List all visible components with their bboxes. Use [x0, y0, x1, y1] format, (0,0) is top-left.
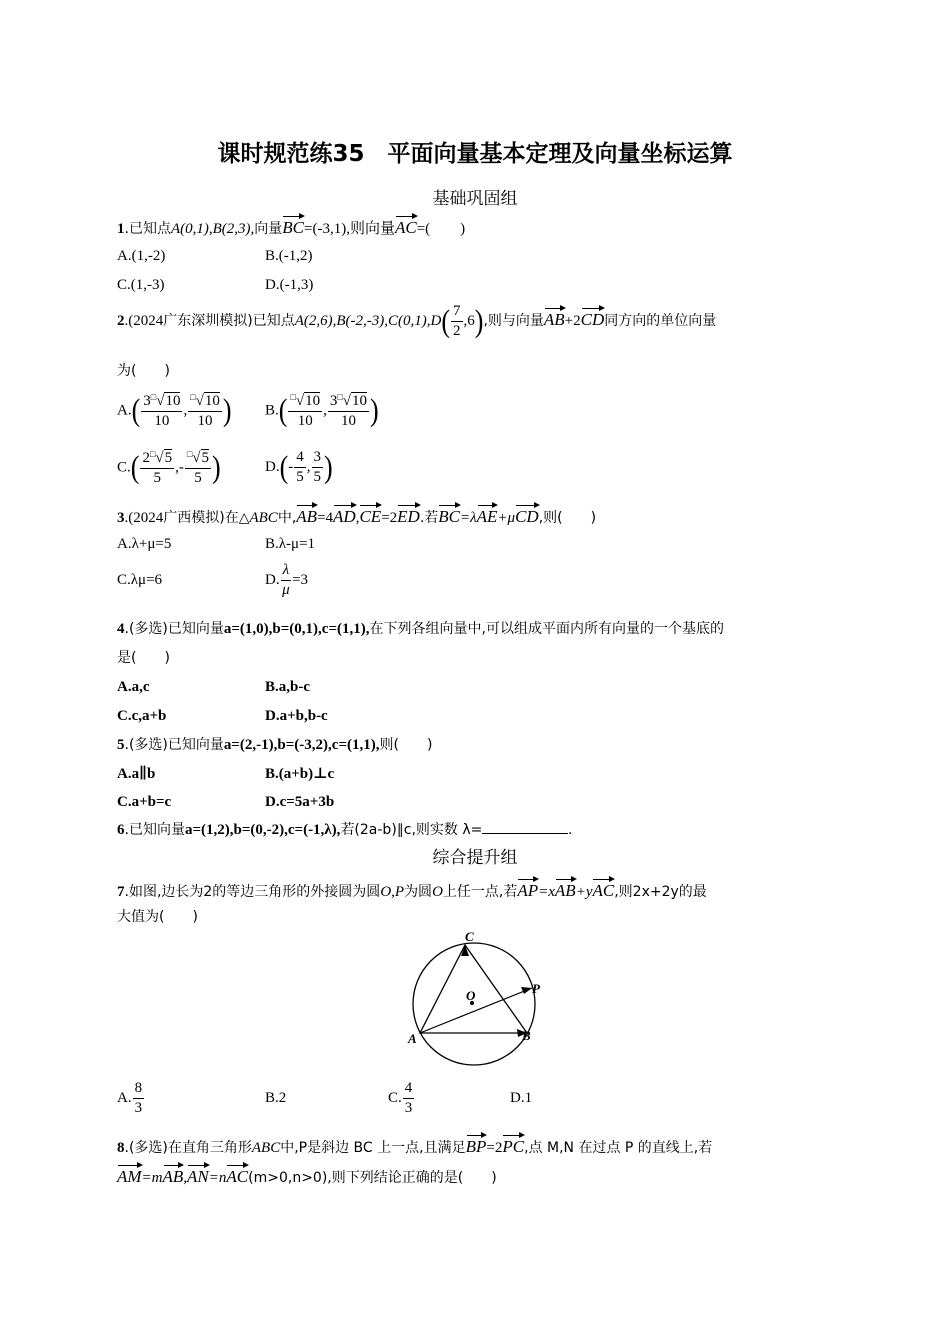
option-b	[265, 393, 379, 429]
vector-symbol: ED	[397, 502, 420, 525]
radicand: 5	[164, 450, 173, 466]
left-paren: (	[278, 393, 288, 428]
missing-glyph: □	[337, 392, 343, 402]
denominator: 10	[340, 413, 356, 429]
right-paren: )	[212, 450, 221, 485]
option-a: A.a,c	[117, 679, 150, 695]
math-expression: +μ	[497, 510, 516, 526]
option-a	[117, 1081, 145, 1116]
sqrt-sign: √	[156, 393, 165, 409]
question-text: =( )	[416, 221, 466, 237]
math-expression: ABC	[249, 510, 278, 526]
option-c	[117, 450, 221, 486]
label-c: C	[465, 929, 474, 944]
math-expression: =2	[381, 510, 398, 526]
vector-symbol: CD	[515, 502, 539, 525]
question-text: .(多选)已知向量	[124, 737, 224, 753]
question-number: 7	[117, 884, 125, 900]
missing-glyph: □	[186, 449, 193, 459]
fraction	[185, 450, 211, 486]
math-expression: ,6	[463, 312, 475, 329]
math-expression: =λ	[460, 510, 477, 526]
option-label: D.	[265, 572, 280, 588]
left-paren: (	[130, 450, 140, 485]
vector-symbol: AN	[187, 1162, 209, 1185]
question-6	[117, 823, 572, 838]
vector-symbol: AC	[395, 213, 417, 236]
numerator: 3	[329, 393, 338, 409]
question-source: 广西模拟	[163, 510, 220, 526]
option-b: B.a,b-c	[265, 679, 310, 695]
numerator: 3	[143, 393, 151, 409]
page-title: 课时规范练35 平面向量基本定理及向量坐标运算	[217, 141, 733, 167]
question-2-line-2: 为( )	[117, 363, 170, 379]
vector-symbol: AE	[477, 502, 498, 525]
vector-symbol: BC	[282, 213, 304, 236]
question-2	[117, 304, 716, 339]
vector-symbol: AB	[163, 1162, 184, 1185]
vector-symbol: AC	[592, 876, 614, 899]
math-expression: +2	[564, 312, 581, 329]
denominator: μ	[282, 582, 290, 598]
separator: ,	[183, 1170, 188, 1186]
missing-glyph: □	[190, 392, 196, 402]
question-text: (m>0,n>0),则下列结论正确的是( )	[248, 1170, 497, 1186]
question-text: 中,	[277, 510, 297, 526]
question-text: 为圆	[404, 884, 433, 900]
question-7	[117, 876, 707, 900]
question-text: ,则2x+2y的最	[614, 884, 707, 900]
option-c: C.(1,-3)	[117, 277, 165, 293]
question-8-line-2	[117, 1162, 497, 1186]
numerator: 3	[312, 450, 324, 468]
denominator: 2	[453, 323, 461, 339]
question-number: 1	[117, 221, 125, 237]
missing-glyph: □	[150, 392, 157, 402]
vector-symbol: AP	[517, 876, 538, 899]
sqrt-sign: √	[295, 393, 305, 409]
denominator: 5	[194, 470, 202, 486]
vector-symbol: AB	[555, 876, 576, 899]
fraction	[294, 450, 306, 485]
question-source: 广东深圳模拟	[163, 312, 248, 329]
question-text: 向量	[254, 221, 283, 237]
circumscribed-circle	[413, 943, 535, 1065]
answer-blank[interactable]	[482, 833, 568, 834]
radicand: 10	[204, 393, 220, 409]
question-text: .已知向量	[124, 822, 185, 838]
radicand: 10	[352, 393, 368, 409]
question-text: .(多选)在直角三角形	[124, 1140, 252, 1156]
option-b: B.(-1,2)	[265, 248, 313, 264]
option-label: B.	[265, 402, 279, 419]
math-expression: =3	[292, 572, 309, 588]
denominator: 5	[153, 470, 162, 486]
separator: ,	[355, 510, 360, 526]
sqrt-sign: √	[155, 450, 164, 466]
question-4	[117, 622, 724, 637]
math-expression: =m	[141, 1170, 163, 1186]
denominator: 10	[154, 413, 170, 429]
vector-symbol: CD	[581, 305, 605, 328]
fraction	[188, 393, 222, 429]
option-d: D.c=5a+3b	[265, 794, 335, 810]
math-expression: =n	[208, 1170, 227, 1186]
question-3	[117, 502, 596, 526]
separator: ,-	[175, 459, 184, 476]
option-d: D.1	[510, 1090, 533, 1106]
question-text: .若	[419, 510, 439, 526]
question-text: .如图,边长为2的等边三角形的外接圆为圆	[124, 884, 381, 900]
separator: ,	[306, 459, 311, 475]
option-c: C.c,a+b	[117, 708, 167, 724]
question-text: =(-3,1),则向量	[304, 221, 395, 237]
question-number: 8	[117, 1140, 125, 1156]
minus-sign: -	[288, 459, 294, 475]
fraction	[312, 450, 324, 485]
right-paren: )	[474, 303, 484, 339]
fraction	[281, 563, 292, 598]
fraction	[403, 1081, 415, 1116]
math-expression: O,P	[380, 884, 405, 900]
denominator: 3	[134, 1100, 143, 1116]
math-expression: ABC	[251, 1140, 281, 1156]
numerator: 4	[403, 1081, 415, 1099]
fraction	[140, 450, 174, 486]
question-number: 5	[117, 737, 125, 753]
fraction	[133, 1081, 145, 1116]
math-expression: a=(1,2),b=(0,-2),c=(-1,λ),	[184, 822, 341, 838]
question-text: 则( )	[379, 737, 433, 753]
question-text: 若(2a-b)∥c,则实数 λ=	[340, 822, 483, 838]
numerator: 7	[451, 304, 463, 322]
circle-triangle-figure	[400, 925, 560, 1075]
fraction	[288, 393, 322, 429]
option-b: B.(a+b)⊥c	[265, 766, 335, 782]
math-expression: +y	[575, 884, 593, 900]
right-paren: )	[222, 393, 232, 428]
math-expression: A(2,6),B(-2,-3),C(0,1),D	[294, 312, 442, 329]
arrow-head-icon	[521, 987, 532, 994]
denominator: 5	[313, 469, 322, 485]
sqrt-sign: √	[192, 450, 201, 466]
label-a: A	[408, 1031, 417, 1046]
left-paren: (	[279, 449, 289, 485]
vector-symbol: AD	[333, 502, 356, 525]
option-b: B.2	[265, 1090, 287, 1106]
numerator: 2	[142, 450, 150, 466]
math-expression: =x	[538, 884, 555, 900]
option-a: A.λ+μ=5	[117, 536, 172, 552]
question-text: .(多选)已知向量	[124, 621, 224, 637]
radicand: 10	[305, 393, 321, 409]
vector-symbol: BP	[466, 1132, 487, 1155]
option-b: B.λ-μ=1	[265, 536, 316, 552]
option-label: C.	[388, 1090, 402, 1106]
option-d: D.a+b,b-c	[265, 708, 328, 724]
option-a	[117, 393, 232, 429]
question-text: .(2024	[124, 510, 164, 526]
radicand: 10	[165, 393, 181, 409]
option-c: C.λμ=6	[117, 572, 163, 588]
question-1	[117, 213, 465, 237]
fraction	[328, 393, 369, 429]
vector-symbol: AM	[117, 1162, 142, 1185]
missing-glyph: □	[290, 392, 296, 402]
option-c: C.a+b=c	[117, 794, 172, 810]
label-b: B	[522, 1028, 531, 1043]
denominator: 3	[404, 1100, 413, 1116]
vector-symbol: AC	[226, 1162, 248, 1185]
denominator: 5	[296, 469, 304, 485]
fraction	[141, 393, 182, 429]
question-number: 6	[117, 822, 125, 838]
question-text: ,则与向量	[483, 312, 544, 329]
math-expression: a=(1,0),b=(0,1),c=(1,1),	[223, 621, 370, 637]
vector-symbol: AB	[544, 305, 565, 328]
numerator: λ	[281, 563, 292, 581]
separator: ,	[323, 402, 327, 419]
radicand: 5	[201, 450, 210, 466]
vector-symbol: CE	[359, 502, 381, 525]
numerator: 8	[133, 1081, 145, 1099]
question-text: )已知点	[247, 312, 295, 329]
question-text: ,点 M,N 在过点 P 的直线上,若	[524, 1140, 713, 1156]
question-number: 2	[117, 312, 125, 329]
sqrt-sign: √	[342, 393, 352, 409]
label-o: O	[466, 988, 476, 1003]
question-4-line-2: 是( )	[117, 650, 170, 666]
math-expression: =2	[486, 1140, 503, 1156]
left-paren: (	[131, 393, 141, 428]
option-c	[388, 1081, 415, 1116]
denominator: 10	[197, 413, 213, 429]
sqrt-sign: √	[195, 393, 204, 409]
question-5	[117, 738, 432, 753]
option-label: A.	[117, 1090, 132, 1106]
option-label: A.	[117, 402, 132, 419]
missing-glyph: □	[149, 449, 156, 459]
right-paren: )	[324, 449, 333, 485]
period: .	[568, 822, 573, 838]
denominator: 10	[297, 413, 313, 429]
option-d	[265, 563, 308, 598]
section-heading-basic: 基础巩固组	[432, 189, 518, 209]
math-expression: A(0,1),B(2,3),	[170, 221, 255, 237]
question-8	[117, 1132, 712, 1156]
question-text: 在下列各组向量中,可以组成平面内所有向量的一个基底的	[369, 621, 724, 637]
question-text: 同方向的单位向量	[604, 312, 717, 329]
option-a: A.(1,-2)	[117, 248, 166, 264]
question-text: .(2024	[124, 312, 164, 329]
question-text: ,则( )	[538, 510, 597, 526]
vector-symbol: BC	[438, 502, 460, 525]
option-label: C.	[117, 459, 131, 476]
segment-ap	[420, 988, 532, 1033]
vector-symbol: PC	[502, 1132, 524, 1155]
question-text: 中,P是斜边 BC 上一点,且满足	[280, 1140, 466, 1156]
option-a: A.a∥b	[117, 766, 156, 782]
numerator: 4	[294, 450, 306, 468]
left-paren: (	[441, 303, 451, 339]
option-d	[265, 450, 333, 485]
option-d: D.(-1,3)	[265, 277, 314, 293]
math-expression: a=(2,-1),b=(-3,2),c=(1,1),	[223, 737, 380, 753]
option-label: D.	[265, 459, 280, 475]
math-expression: O	[432, 884, 443, 900]
question-text: 上任一点,若	[442, 884, 518, 900]
label-p: P	[532, 981, 540, 996]
question-text: .已知点	[124, 221, 171, 237]
math-expression: =4	[317, 510, 334, 526]
vector-symbol: AB	[296, 502, 317, 525]
section-heading-advanced: 综合提升组	[432, 848, 518, 868]
question-text: )在△	[219, 510, 250, 526]
question-number: 4	[117, 621, 125, 637]
question-number: 3	[117, 510, 125, 526]
question-7-line-2: 大值为( )	[117, 909, 198, 925]
right-paren: )	[370, 393, 379, 428]
separator: ,	[183, 402, 188, 419]
fraction	[451, 304, 463, 339]
